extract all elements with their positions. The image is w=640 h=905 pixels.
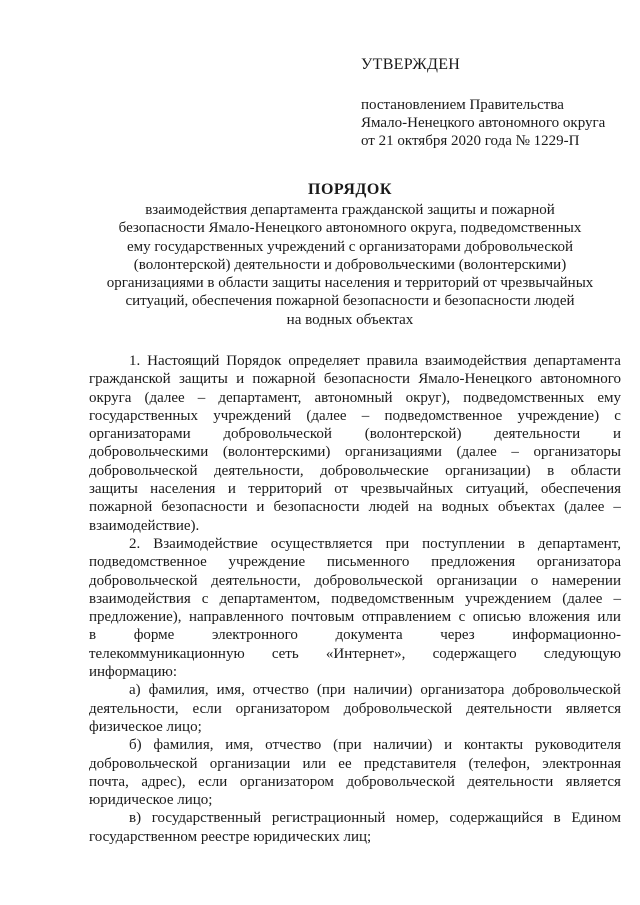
paragraph-line: добровольческой деятельности, добровольческие организации) в области [89,462,621,479]
paragraph-line: предложение), направленного почтовым отправлением с описью вложения или [89,609,621,626]
paragraph-line: защиты населения и территорий от чрезвычайных ситуаций, обеспечения [89,481,621,498]
approval-stamp [361,56,621,150]
paragraph-line: взаимодействие). [89,517,200,534]
title-line: (волонтерской) деятельности и добровольческими (волонтерскими) [133,256,567,273]
document-body [89,352,621,846]
document-title: ПОРЯДОК [308,181,392,198]
title-line: на водных объектах [286,311,414,328]
paragraph-line: почта, адрес), если организатором добровольческой деятельности является [89,773,621,790]
paragraph-line: гражданской защиты и пожарной безопасности Ямало-Ненецкого автономного [89,371,621,388]
body-paragraph [89,352,621,535]
paragraph-line: деятельности, если организатором добровольческой деятельности является [89,700,621,717]
paragraph-line: в форме электронного документа через информационно- [89,627,621,644]
paragraph-line: организаторами добровольческой (волонтерской) деятельности и [89,426,621,443]
paragraph-line: государственном реестре юридических лиц; [89,828,372,845]
paragraph-line: а) фамилия, имя, отчество (при наличии) организатора добровольческой [129,682,621,699]
paragraph-line: добровольческой организации или ее представителя (телефон, электронная [89,755,621,772]
title-line: ситуаций, обеспечения пожарной безопасности и безопасности людей [125,293,575,310]
document-title-block [80,180,620,329]
body-paragraph [89,809,621,846]
approval-line: постановлением Правительства [361,97,564,113]
body-paragraph [89,736,621,809]
title-line: взаимодействия департамента гражданской защиты и пожарной [145,202,555,218]
title-line: безопасности Ямало-Ненецкого автономного округа, подведомственных [118,220,582,237]
title-line: ему государственных учреждений с организаторами добровольческой [126,238,574,255]
paragraph-line: б) фамилия, имя, отчество (при наличии) и контакты руководителя [129,737,621,754]
paragraph-line: телекоммуникационную сеть «Интернет», содержащего следующую [89,645,621,662]
approval-heading: УТВЕРЖДЕН [361,56,461,73]
paragraph-line: государственных учреждений (далее – подведомственное учреждение) с [89,407,621,424]
paragraph-line: добровольческой деятельности, добровольческой организации о намерении [89,572,621,589]
paragraph-line: физическое лицо; [89,718,202,735]
paragraph-line: юридическое лицо; [89,792,213,809]
paragraph-line: добровольческими (волонтерскими) организациями (далее – организаторы [89,444,621,461]
approval-line: Ямало-Ненецкого автономного округа [361,115,606,131]
paragraph-line: пожарной безопасности и безопасности людей на водных объектах (далее – [89,499,621,516]
body-paragraph [89,681,621,736]
paragraph-line: округа (далее – департамент, автономный округ), подведомственных ему [89,389,621,406]
paragraph-line: 1. Настоящий Порядок определяет правила взаимодействия департамента [129,353,621,369]
paragraph-line: информацию: [89,664,178,681]
body-paragraph [89,535,621,681]
paragraph-line: в) государственный регистрационный номер, содержащийся в Едином [129,810,621,827]
title-line: организациями в области защиты населения и территорий от чрезвычайных [106,275,594,292]
paragraph-line: 2. Взаимодействие осуществляется при поступлении в департамент, [129,535,621,552]
approval-line: от 21 октября 2020 года № 1229-П [361,133,580,149]
paragraph-line: взаимодействия с департаментом, подведомственным учреждением (далее – [89,590,621,607]
paragraph-line: подведомственное учреждение письменного предложения организатора [89,554,621,571]
